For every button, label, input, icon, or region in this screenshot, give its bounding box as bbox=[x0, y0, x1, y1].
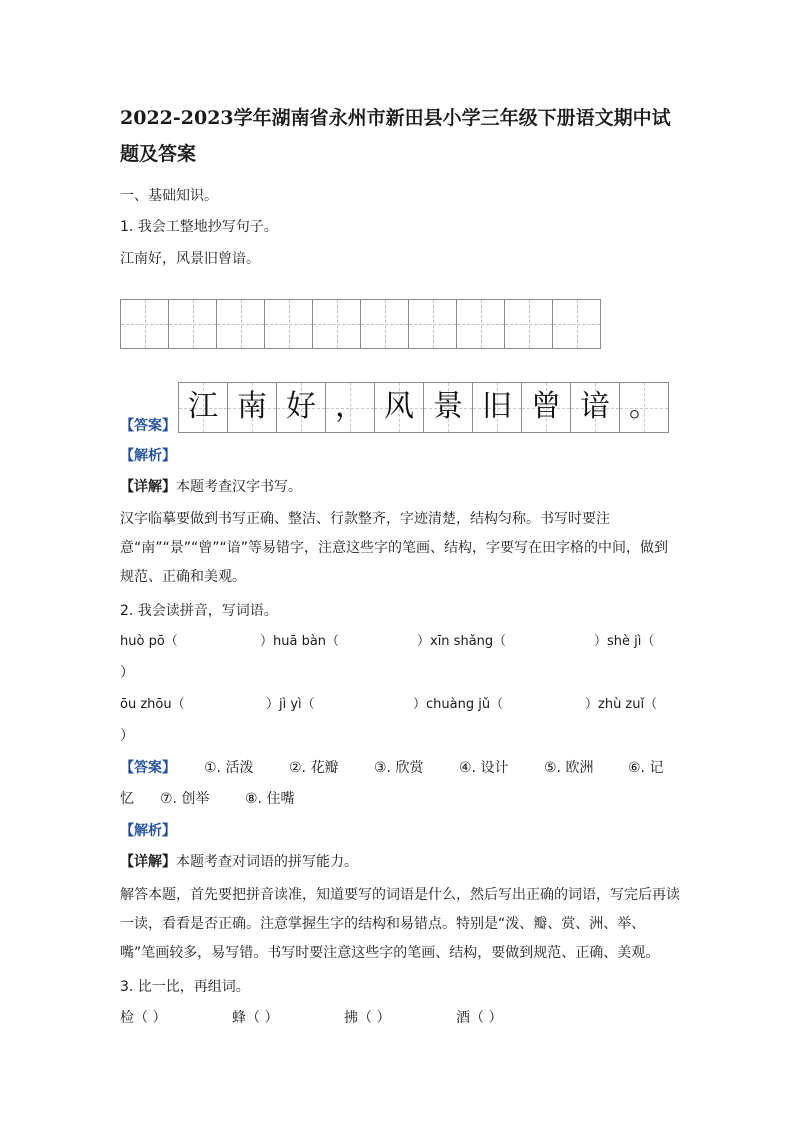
answer-item: ①. 活泼 bbox=[204, 760, 254, 776]
detail-text: 本题考查对词语的拼写能力。 bbox=[176, 854, 358, 870]
pinyin-row-2-tail: ） bbox=[120, 728, 134, 744]
answer-cell: 景 bbox=[424, 383, 473, 432]
analysis-label: 【解析】 bbox=[120, 823, 176, 839]
pinyin-item: ）chuàng jǔ（ bbox=[413, 697, 504, 712]
pinyin-item: huò pō（ bbox=[120, 634, 178, 649]
pinyin-item: ）xīn shǎng（ bbox=[417, 634, 507, 649]
grid-cell bbox=[505, 300, 553, 348]
answer-cell: 好 bbox=[277, 383, 326, 432]
grid-cell bbox=[457, 300, 505, 348]
answer-item: ⑥. 记 bbox=[628, 760, 664, 776]
question-3-prompt: 3. 比一比，再组词。 bbox=[120, 979, 250, 995]
question-1-prompt: 1. 我会工整地抄写句子。 bbox=[120, 219, 278, 235]
question-2-prompt: 2. 我会读拼音，写词语。 bbox=[120, 603, 278, 619]
detail-text: 本题考查汉字书写。 bbox=[176, 479, 302, 495]
detail-label: 【详解】 bbox=[120, 479, 176, 495]
answer-label: 【答案】 bbox=[120, 418, 176, 434]
answer-item: ⑧. 住嘴 bbox=[245, 791, 295, 807]
answer-cell: 江 bbox=[179, 383, 228, 432]
answer-cell: 曾 bbox=[522, 383, 571, 432]
detail-label: 【详解】 bbox=[120, 854, 176, 870]
answer-item: ②. 花瓣 bbox=[289, 760, 339, 776]
answer-cell: 谙 bbox=[571, 383, 620, 432]
answers-line-1 bbox=[120, 758, 680, 778]
grid-cell bbox=[553, 300, 601, 348]
pinyin-item: ）zhù zuǐ（ bbox=[585, 697, 658, 712]
grid-cell bbox=[361, 300, 409, 348]
pinyin-row-1-tail: ） bbox=[120, 665, 134, 681]
compare-item: 蜂（ ） bbox=[232, 1010, 279, 1026]
detail-line bbox=[120, 477, 302, 497]
answer-cell: ， bbox=[326, 383, 375, 432]
answer-cell: 南 bbox=[228, 383, 277, 432]
grid-cell bbox=[121, 300, 169, 348]
answer-cell: 风 bbox=[375, 383, 424, 432]
question-1-sentence: 江南好，风景旧曾谙。 bbox=[120, 251, 260, 267]
grid-cell bbox=[409, 300, 457, 348]
compare-item: 检（ ） bbox=[120, 1010, 167, 1026]
answer-item: ⑦. 创举 bbox=[160, 791, 210, 807]
pinyin-item: ）shè jì（ bbox=[594, 634, 655, 649]
grid-cell bbox=[217, 300, 265, 348]
grid-cell bbox=[313, 300, 361, 348]
explanation-paragraph: 解答本题，首先要把拼音读准，知道要写的词语是什么，然后写出正确的词语，写完后再读一读，看看是否正确。注意掌握生字的结构和易错点。特别是“泼、瓣、赏、洲、举、嘴”笔画较多，易写错。书写时要注意这些字的笔画、结构，要做到规范、正确、美观。 bbox=[120, 887, 680, 961]
grid-cell bbox=[169, 300, 217, 348]
pinyin-item: ）jì yì（ bbox=[266, 697, 315, 712]
analysis-label: 【解析】 bbox=[120, 448, 176, 464]
page-title: 2022-2023学年湖南省永州市新田县小学三年级下册语文期中试题及答案 bbox=[120, 107, 671, 165]
practice-grid bbox=[120, 299, 601, 349]
pinyin-item: ）huā bàn（ bbox=[260, 634, 340, 649]
answer-cell: 。 bbox=[620, 383, 669, 432]
answers-line-2 bbox=[120, 789, 680, 809]
answer-cell: 旧 bbox=[473, 383, 522, 432]
answer-grid bbox=[178, 382, 669, 433]
answer-item: 忆 bbox=[120, 791, 134, 807]
answer-item: ③. 欣赏 bbox=[374, 760, 424, 776]
section-heading: 一、基础知识。 bbox=[120, 188, 218, 204]
grid-cell bbox=[265, 300, 313, 348]
answer-item: ⑤. 欧洲 bbox=[544, 760, 594, 776]
answer-label: 【答案】 bbox=[120, 760, 176, 776]
pinyin-item: ōu zhōu（ bbox=[120, 697, 185, 712]
explanation-paragraph: 汉字临摹要做到书写正确、整洁、行款整齐，字迹清楚，结构匀称。书写时要注意“南”“景”“曾”“谙”等易错字，注意这些字的笔画、结构，字要写在田字格的中间，做到规范、正确和美观。 bbox=[120, 511, 669, 585]
compare-item: 酒（ ） bbox=[456, 1010, 503, 1026]
compare-item: 拂（ ） bbox=[344, 1010, 391, 1026]
compare-row bbox=[120, 1008, 680, 1028]
answer-item: ④. 设计 bbox=[459, 760, 509, 776]
detail-line bbox=[120, 852, 358, 872]
